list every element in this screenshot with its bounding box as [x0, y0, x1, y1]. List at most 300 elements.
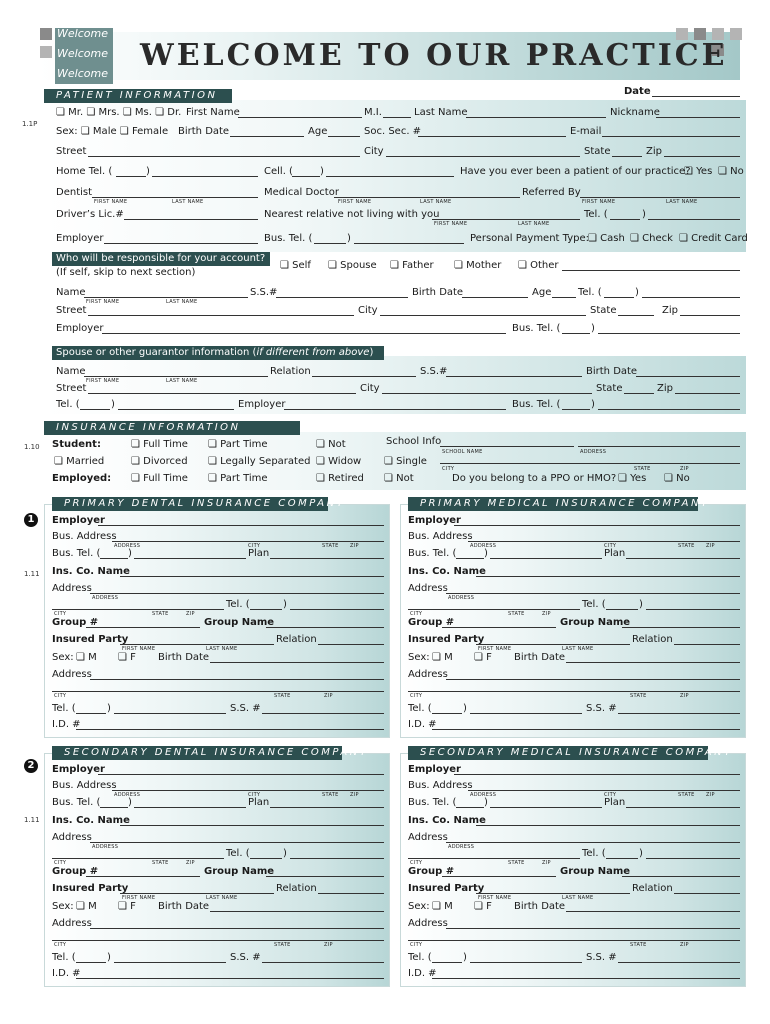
id-label: I.D. #: [408, 968, 437, 979]
bus-tel-area[interactable]: [456, 807, 484, 808]
resp-bus-tel-area[interactable]: [562, 333, 590, 334]
insurance-company-header: PRIMARY DENTAL INSURANCE COMPANY: [52, 497, 328, 511]
birth-date-label: Birth Date: [158, 901, 210, 912]
responsible-note: (If self, skip to next section): [56, 267, 196, 278]
ss-label: S.S. #: [230, 703, 261, 714]
id-field[interactable]: [76, 729, 384, 730]
tel-field[interactable]: [290, 858, 384, 859]
id-field[interactable]: [432, 978, 740, 979]
resp-state-label: State: [590, 305, 617, 316]
sub-label: LAST NAME: [562, 895, 594, 901]
plan-label: Plan: [604, 548, 626, 559]
relative-tel-area[interactable]: [610, 219, 640, 220]
address-field[interactable]: [90, 842, 384, 843]
bus-address-field[interactable]: [112, 790, 384, 791]
sex-f[interactable]: ❏ F: [118, 652, 136, 663]
plan-field[interactable]: [270, 807, 384, 808]
city-label: City: [364, 146, 384, 157]
address-city-field[interactable]: [408, 858, 580, 859]
insured-party-label: Insured Party: [408, 634, 485, 645]
employer-field[interactable]: [98, 525, 384, 526]
address-city-field[interactable]: [408, 609, 580, 610]
status-legally-separated[interactable]: ❏ Legally Separated: [208, 456, 311, 467]
group-num-field[interactable]: [86, 876, 200, 877]
deco-square: [730, 28, 742, 40]
sub-label: CITY: [410, 611, 423, 617]
sub-label: LAST NAME: [206, 895, 238, 901]
sub-label: ZIP: [706, 792, 715, 798]
page-title: WELCOME TO OUR PRACTICE: [140, 38, 728, 73]
side-code: 1.11: [24, 570, 40, 578]
sub-label: STATE: [630, 942, 647, 948]
sub-label: FIRST NAME: [434, 221, 468, 227]
tel-label: Tel. (: [226, 599, 250, 610]
id-field[interactable]: [432, 729, 740, 730]
paren: ): [463, 952, 467, 963]
resp-street-field[interactable]: [88, 315, 354, 316]
tel2-area[interactable]: [76, 962, 106, 963]
sub-label: ZIP: [680, 942, 689, 948]
side-code: 1.1P: [22, 120, 38, 128]
ins-co-name-field[interactable]: [476, 825, 740, 826]
responsible-father[interactable]: ❏ Father: [390, 260, 434, 271]
address-label: Address: [408, 583, 448, 594]
sub-label: STATE: [634, 466, 651, 472]
bus-address-field[interactable]: [468, 541, 740, 542]
sub-label: ADDRESS: [448, 595, 475, 601]
sub-label: ADDRESS: [114, 543, 141, 549]
guar-birth-date-field[interactable]: [636, 376, 740, 377]
prev-patient-yes[interactable]: ❏ Yes: [684, 166, 713, 177]
tel-field[interactable]: [646, 858, 740, 859]
insurance-section-header: INSURANCE INFORMATION: [44, 421, 300, 435]
bus-tel-field[interactable]: [354, 243, 464, 244]
title-checkboxes[interactable]: ❏ Mr. ❏ Mrs. ❏ Ms. ❏ Dr.: [56, 107, 182, 118]
guar-city-label: City: [360, 383, 380, 394]
paren: ): [146, 166, 150, 177]
insured-party-label: Insured Party: [408, 883, 485, 894]
state-field[interactable]: [612, 156, 642, 157]
tel-area[interactable]: [250, 858, 282, 859]
paren: ): [639, 848, 643, 859]
group-num-field[interactable]: [442, 876, 556, 877]
address2-label: Address: [408, 669, 448, 680]
ss-label: S.S. #: [230, 952, 261, 963]
sex-f[interactable]: ❏ F: [474, 901, 492, 912]
responsible-spouse[interactable]: ❏ Spouse: [328, 260, 377, 271]
address-city-field[interactable]: [52, 609, 224, 610]
paren: ): [128, 548, 132, 559]
tel-area[interactable]: [606, 609, 638, 610]
insured-party-label: Insured Party: [52, 883, 129, 894]
guar-tel-label: Tel. (: [56, 399, 80, 410]
soc-sec-field[interactable]: [418, 136, 566, 137]
relation-field[interactable]: [318, 644, 384, 645]
bus-tel-area[interactable]: [314, 243, 346, 244]
sub-label: ADDRESS: [470, 543, 497, 549]
first-name-label: First Name: [186, 107, 240, 118]
guar-street-label: Street: [56, 383, 87, 394]
status-married[interactable]: ❏ Married: [54, 456, 105, 467]
sub-label: ZIP: [324, 693, 333, 699]
tel2-label: Tel. (: [52, 703, 76, 714]
address-city-field[interactable]: [52, 858, 224, 859]
sex-m[interactable]: ❏ M: [432, 652, 453, 663]
prev-patient-no[interactable]: ❏ No: [718, 166, 744, 177]
employer-field[interactable]: [98, 774, 384, 775]
payment-credit-card[interactable]: ❏ Credit Card: [679, 233, 748, 244]
ss-field[interactable]: [262, 962, 384, 963]
guar-ss-label: S.S.#: [420, 366, 448, 377]
birth-date-field[interactable]: [566, 662, 740, 663]
sub-label: LAST NAME: [420, 199, 452, 205]
referred-by-field[interactable]: [580, 197, 740, 198]
responsible-other[interactable]: ❏ Other: [518, 260, 559, 271]
ppo-no[interactable]: ❏ No: [664, 473, 690, 484]
insured-party-field[interactable]: [476, 644, 630, 645]
responsible-header: Who will be responsible for your account?: [52, 252, 270, 266]
dentist-label: Dentist: [56, 187, 93, 198]
city-field[interactable]: [386, 156, 580, 157]
ins-co-name-label: Ins. Co. Name: [52, 566, 130, 577]
bus-tel-field[interactable]: [134, 558, 246, 559]
ins-co-name-label: Ins. Co. Name: [408, 815, 486, 826]
mi-label: M.I.: [364, 107, 382, 118]
relation-label: Relation: [632, 634, 673, 645]
nearest-relative-field[interactable]: [432, 219, 580, 220]
sex-m[interactable]: ❏ M: [76, 901, 97, 912]
bus-tel-label: Bus. Tel. (: [264, 233, 313, 244]
relation-field[interactable]: [318, 893, 384, 894]
plan-field[interactable]: [626, 807, 740, 808]
birth-date-field[interactable]: [230, 136, 304, 137]
paren: ): [463, 703, 467, 714]
sub-label: CITY: [248, 543, 261, 549]
ss-field[interactable]: [618, 713, 740, 714]
welcome-text-1: Welcome: [57, 27, 108, 40]
paren: ): [128, 797, 132, 808]
relation-label: Relation: [276, 634, 317, 645]
guar-employer-field[interactable]: [284, 409, 506, 410]
bus-tel-area[interactable]: [100, 807, 128, 808]
guar-bus-tel-label: Bus. Tel. (: [512, 399, 561, 410]
cell-label: Cell. (: [264, 166, 293, 177]
address2-city-field[interactable]: [52, 940, 384, 941]
bus-tel-area[interactable]: [100, 558, 128, 559]
payment-type-label: Personal Payment Type:: [470, 233, 589, 244]
last-name-field[interactable]: [466, 117, 606, 118]
relation-field[interactable]: [674, 644, 740, 645]
sex-m[interactable]: ❏ M: [76, 652, 97, 663]
age-field[interactable]: [328, 136, 360, 137]
welcome-text-3: Welcome: [57, 67, 108, 80]
resp-zip-field[interactable]: [680, 315, 740, 316]
guar-city-field[interactable]: [382, 393, 592, 394]
guarantor-panel: [44, 356, 746, 414]
tel-area[interactable]: [250, 609, 282, 610]
student-not[interactable]: ❏ Not: [316, 439, 346, 450]
ins-co-name-field[interactable]: [476, 576, 740, 577]
paren: ): [111, 399, 115, 410]
address-field[interactable]: [446, 593, 740, 594]
bus-address-label: Bus. Address: [408, 780, 473, 791]
sub-label: STATE: [630, 693, 647, 699]
guar-state-field[interactable]: [624, 393, 654, 394]
tel2-field[interactable]: [470, 962, 582, 963]
tel-area[interactable]: [606, 858, 638, 859]
school-city-field[interactable]: [440, 463, 740, 464]
student-full-time[interactable]: ❏ Full Time: [131, 439, 188, 450]
status-widow[interactable]: ❏ Widow: [316, 456, 362, 467]
sub-label: FIRST NAME: [478, 895, 512, 901]
resp-birth-date-field[interactable]: [462, 297, 528, 298]
bus-address-field[interactable]: [468, 790, 740, 791]
resp-city-field[interactable]: [380, 315, 586, 316]
sub-label: ADDRESS: [448, 844, 475, 850]
sub-label: ZIP: [680, 693, 689, 699]
paren: ): [635, 287, 639, 298]
sex-checkboxes[interactable]: Sex: ❏ Male ❏ Female: [56, 126, 169, 137]
birth-date-label: Birth Date: [158, 652, 210, 663]
relation-label: Relation: [632, 883, 673, 894]
first-name-field[interactable]: [238, 117, 362, 118]
employer-field[interactable]: [454, 525, 740, 526]
paren: ): [642, 209, 646, 220]
sub-label: ZIP: [324, 942, 333, 948]
resp-birth-date-label: Birth Date: [412, 287, 464, 298]
bus-tel-field[interactable]: [490, 558, 602, 559]
bus-address-field[interactable]: [112, 541, 384, 542]
tel2-label: Tel. (: [52, 952, 76, 963]
zip-field[interactable]: [664, 156, 740, 157]
school-info-label: School Info: [386, 436, 442, 447]
sub-label: LAST NAME: [166, 378, 198, 384]
number-badge-1: 1: [24, 513, 38, 527]
sex-m[interactable]: ❏ M: [432, 901, 453, 912]
bus-tel-field[interactable]: [134, 807, 246, 808]
group-name-field[interactable]: [266, 627, 384, 628]
resp-bus-tel-field[interactable]: [598, 333, 740, 334]
medical-doctor-label: Medical Doctor: [264, 187, 339, 198]
address-field[interactable]: [446, 842, 740, 843]
employed-full-time[interactable]: ❏ Full Time: [131, 473, 188, 484]
address-field[interactable]: [90, 593, 384, 594]
address-label: Address: [52, 583, 92, 594]
paren: ): [484, 797, 488, 808]
sex-label: Sex:: [408, 652, 430, 663]
plan-field[interactable]: [626, 558, 740, 559]
address2-field[interactable]: [90, 679, 384, 680]
tel2-field[interactable]: [470, 713, 582, 714]
ss-field[interactable]: [262, 713, 384, 714]
home-tel-label: Home Tel. (: [56, 166, 113, 177]
cell-field[interactable]: [326, 176, 454, 177]
referred-by-label: Referred By: [522, 187, 581, 198]
plan-field[interactable]: [270, 558, 384, 559]
home-tel-area[interactable]: [116, 176, 146, 177]
sub-label: CITY: [604, 792, 617, 798]
birth-date-field[interactable]: [210, 662, 384, 663]
sub-label: STATE: [322, 543, 339, 549]
tel2-area[interactable]: [76, 713, 106, 714]
guar-bus-tel-area[interactable]: [562, 409, 590, 410]
tel2-field[interactable]: [114, 713, 226, 714]
bus-tel-label: Bus. Tel. (: [408, 548, 457, 559]
nearest-relative-label: Nearest relative not living with you: [264, 209, 440, 220]
resp-name-field[interactable]: [84, 297, 248, 298]
guar-bus-tel-field[interactable]: [598, 409, 740, 410]
group-num-label: Group #: [408, 866, 455, 877]
birth-date-field[interactable]: [210, 911, 384, 912]
prev-patient-question: Have you ever been a patient of our practice?: [460, 166, 691, 177]
sub-label: ZIP: [350, 792, 359, 798]
sub-label: FIRST NAME: [122, 895, 156, 901]
insured-party-field[interactable]: [120, 644, 274, 645]
mi-field[interactable]: [383, 117, 411, 118]
employer-label: Employer: [408, 764, 461, 775]
employer-field[interactable]: [454, 774, 740, 775]
sub-label: STATE: [152, 611, 169, 617]
sub-label: CITY: [442, 466, 455, 472]
date-field[interactable]: [652, 96, 740, 97]
guar-ss-field[interactable]: [446, 376, 582, 377]
sex-label: Sex:: [52, 652, 74, 663]
employer-label: Employer: [56, 233, 104, 244]
paren: ): [347, 233, 351, 244]
group-name-field[interactable]: [266, 876, 384, 877]
guar-relation-field[interactable]: [312, 376, 416, 377]
payment-check[interactable]: ❏ Check: [630, 233, 673, 244]
street-field[interactable]: [88, 156, 360, 157]
status-single[interactable]: ❏ Single: [384, 456, 427, 467]
guar-name-label: Name: [56, 366, 86, 377]
insured-party-field[interactable]: [476, 893, 630, 894]
guarantor-header-end: ): [369, 347, 374, 358]
birth-date-field[interactable]: [566, 911, 740, 912]
relative-tel-field[interactable]: [648, 219, 740, 220]
home-tel-field[interactable]: [152, 176, 258, 177]
bus-address-label: Bus. Address: [52, 780, 117, 791]
guar-employer-label: Employer: [238, 399, 286, 410]
tel2-field[interactable]: [114, 962, 226, 963]
plan-label: Plan: [248, 797, 270, 808]
sub-label: LAST NAME: [562, 646, 594, 652]
tel2-area[interactable]: [432, 962, 462, 963]
ss-field[interactable]: [618, 962, 740, 963]
ins-co-name-label: Ins. Co. Name: [408, 566, 486, 577]
guar-tel-area[interactable]: [80, 409, 110, 410]
sub-label: CITY: [410, 942, 423, 948]
sub-label: STATE: [678, 792, 695, 798]
resp-tel-area[interactable]: [604, 297, 634, 298]
student-part-time[interactable]: ❏ Part Time: [208, 439, 268, 450]
group-num-field[interactable]: [86, 627, 200, 628]
patient-section-header: PATIENT INFORMATION: [44, 89, 232, 103]
group-name-field[interactable]: [622, 627, 740, 628]
id-label: I.D. #: [52, 968, 81, 979]
drivers-lic-field[interactable]: [124, 219, 258, 220]
guar-state-label: State: [596, 383, 623, 394]
resp-tel-field[interactable]: [642, 297, 740, 298]
responsible-self[interactable]: ❏ Self: [280, 260, 311, 271]
relation-label: Relation: [276, 883, 317, 894]
tel2-area[interactable]: [432, 713, 462, 714]
dentist-field[interactable]: [92, 197, 258, 198]
sub-label: ADDRESS: [580, 449, 607, 455]
employed-retired[interactable]: ❏ Retired: [316, 473, 364, 484]
tel-label: Tel. (: [226, 848, 250, 859]
guar-name-field[interactable]: [84, 376, 268, 377]
resp-state-field[interactable]: [618, 315, 654, 316]
payment-cash[interactable]: ❏ Cash: [588, 233, 625, 244]
address2-label: Address: [52, 918, 92, 929]
sub-label: ADDRESS: [470, 792, 497, 798]
sub-label: CITY: [248, 792, 261, 798]
school-name-field[interactable]: [440, 446, 574, 447]
sub-label: FIRST NAME: [582, 199, 616, 205]
resp-bus-tel-label: Bus. Tel. (: [512, 323, 561, 334]
address2-city-field[interactable]: [52, 691, 384, 692]
group-num-field[interactable]: [442, 627, 556, 628]
employed-not[interactable]: ❏ Not: [384, 473, 414, 484]
ppo-yes[interactable]: ❏ Yes: [618, 473, 647, 484]
address2-field[interactable]: [90, 928, 384, 929]
id-field[interactable]: [76, 978, 384, 979]
address2-field[interactable]: [446, 928, 740, 929]
address2-field[interactable]: [446, 679, 740, 680]
relation-field[interactable]: [674, 893, 740, 894]
resp-ss-field[interactable]: [276, 297, 408, 298]
employer-field[interactable]: [104, 243, 258, 244]
sex-f[interactable]: ❏ F: [474, 652, 492, 663]
status-divorced[interactable]: ❏ Divorced: [131, 456, 188, 467]
bus-address-label: Bus. Address: [408, 531, 473, 542]
responsible-other-field[interactable]: [562, 270, 740, 271]
guar-zip-field[interactable]: [675, 393, 740, 394]
group-name-field[interactable]: [622, 876, 740, 877]
nickname-field[interactable]: [656, 117, 740, 118]
guar-street-field[interactable]: [88, 393, 356, 394]
address2-city-field[interactable]: [408, 691, 740, 692]
insured-party-field[interactable]: [120, 893, 274, 894]
employed-part-time[interactable]: ❏ Part Time: [208, 473, 268, 484]
resp-employer-field[interactable]: [102, 333, 506, 334]
deco-square: [40, 28, 52, 40]
address2-city-field[interactable]: [408, 940, 740, 941]
cell-area[interactable]: [292, 176, 320, 177]
bus-tel-field[interactable]: [490, 807, 602, 808]
soc-sec-label: Soc. Sec. #: [364, 126, 422, 137]
tel-field[interactable]: [290, 609, 384, 610]
resp-ss-label: S.S.#: [250, 287, 278, 298]
tel-field[interactable]: [646, 609, 740, 610]
sub-label: ADDRESS: [92, 595, 119, 601]
responsible-mother[interactable]: ❏ Mother: [454, 260, 502, 271]
resp-age-field[interactable]: [552, 297, 576, 298]
school-address-field[interactable]: [578, 446, 740, 447]
ins-co-name-field[interactable]: [120, 576, 384, 577]
ins-co-name-field[interactable]: [120, 825, 384, 826]
email-field[interactable]: [602, 136, 740, 137]
deco-square: [40, 46, 52, 58]
street-label: Street: [56, 146, 87, 157]
sex-f[interactable]: ❏ F: [118, 901, 136, 912]
bus-tel-area[interactable]: [456, 558, 484, 559]
medical-doctor-field[interactable]: [334, 197, 520, 198]
guar-tel-field[interactable]: [118, 409, 234, 410]
sub-label: STATE: [152, 860, 169, 866]
sub-label: FIRST NAME: [478, 646, 512, 652]
